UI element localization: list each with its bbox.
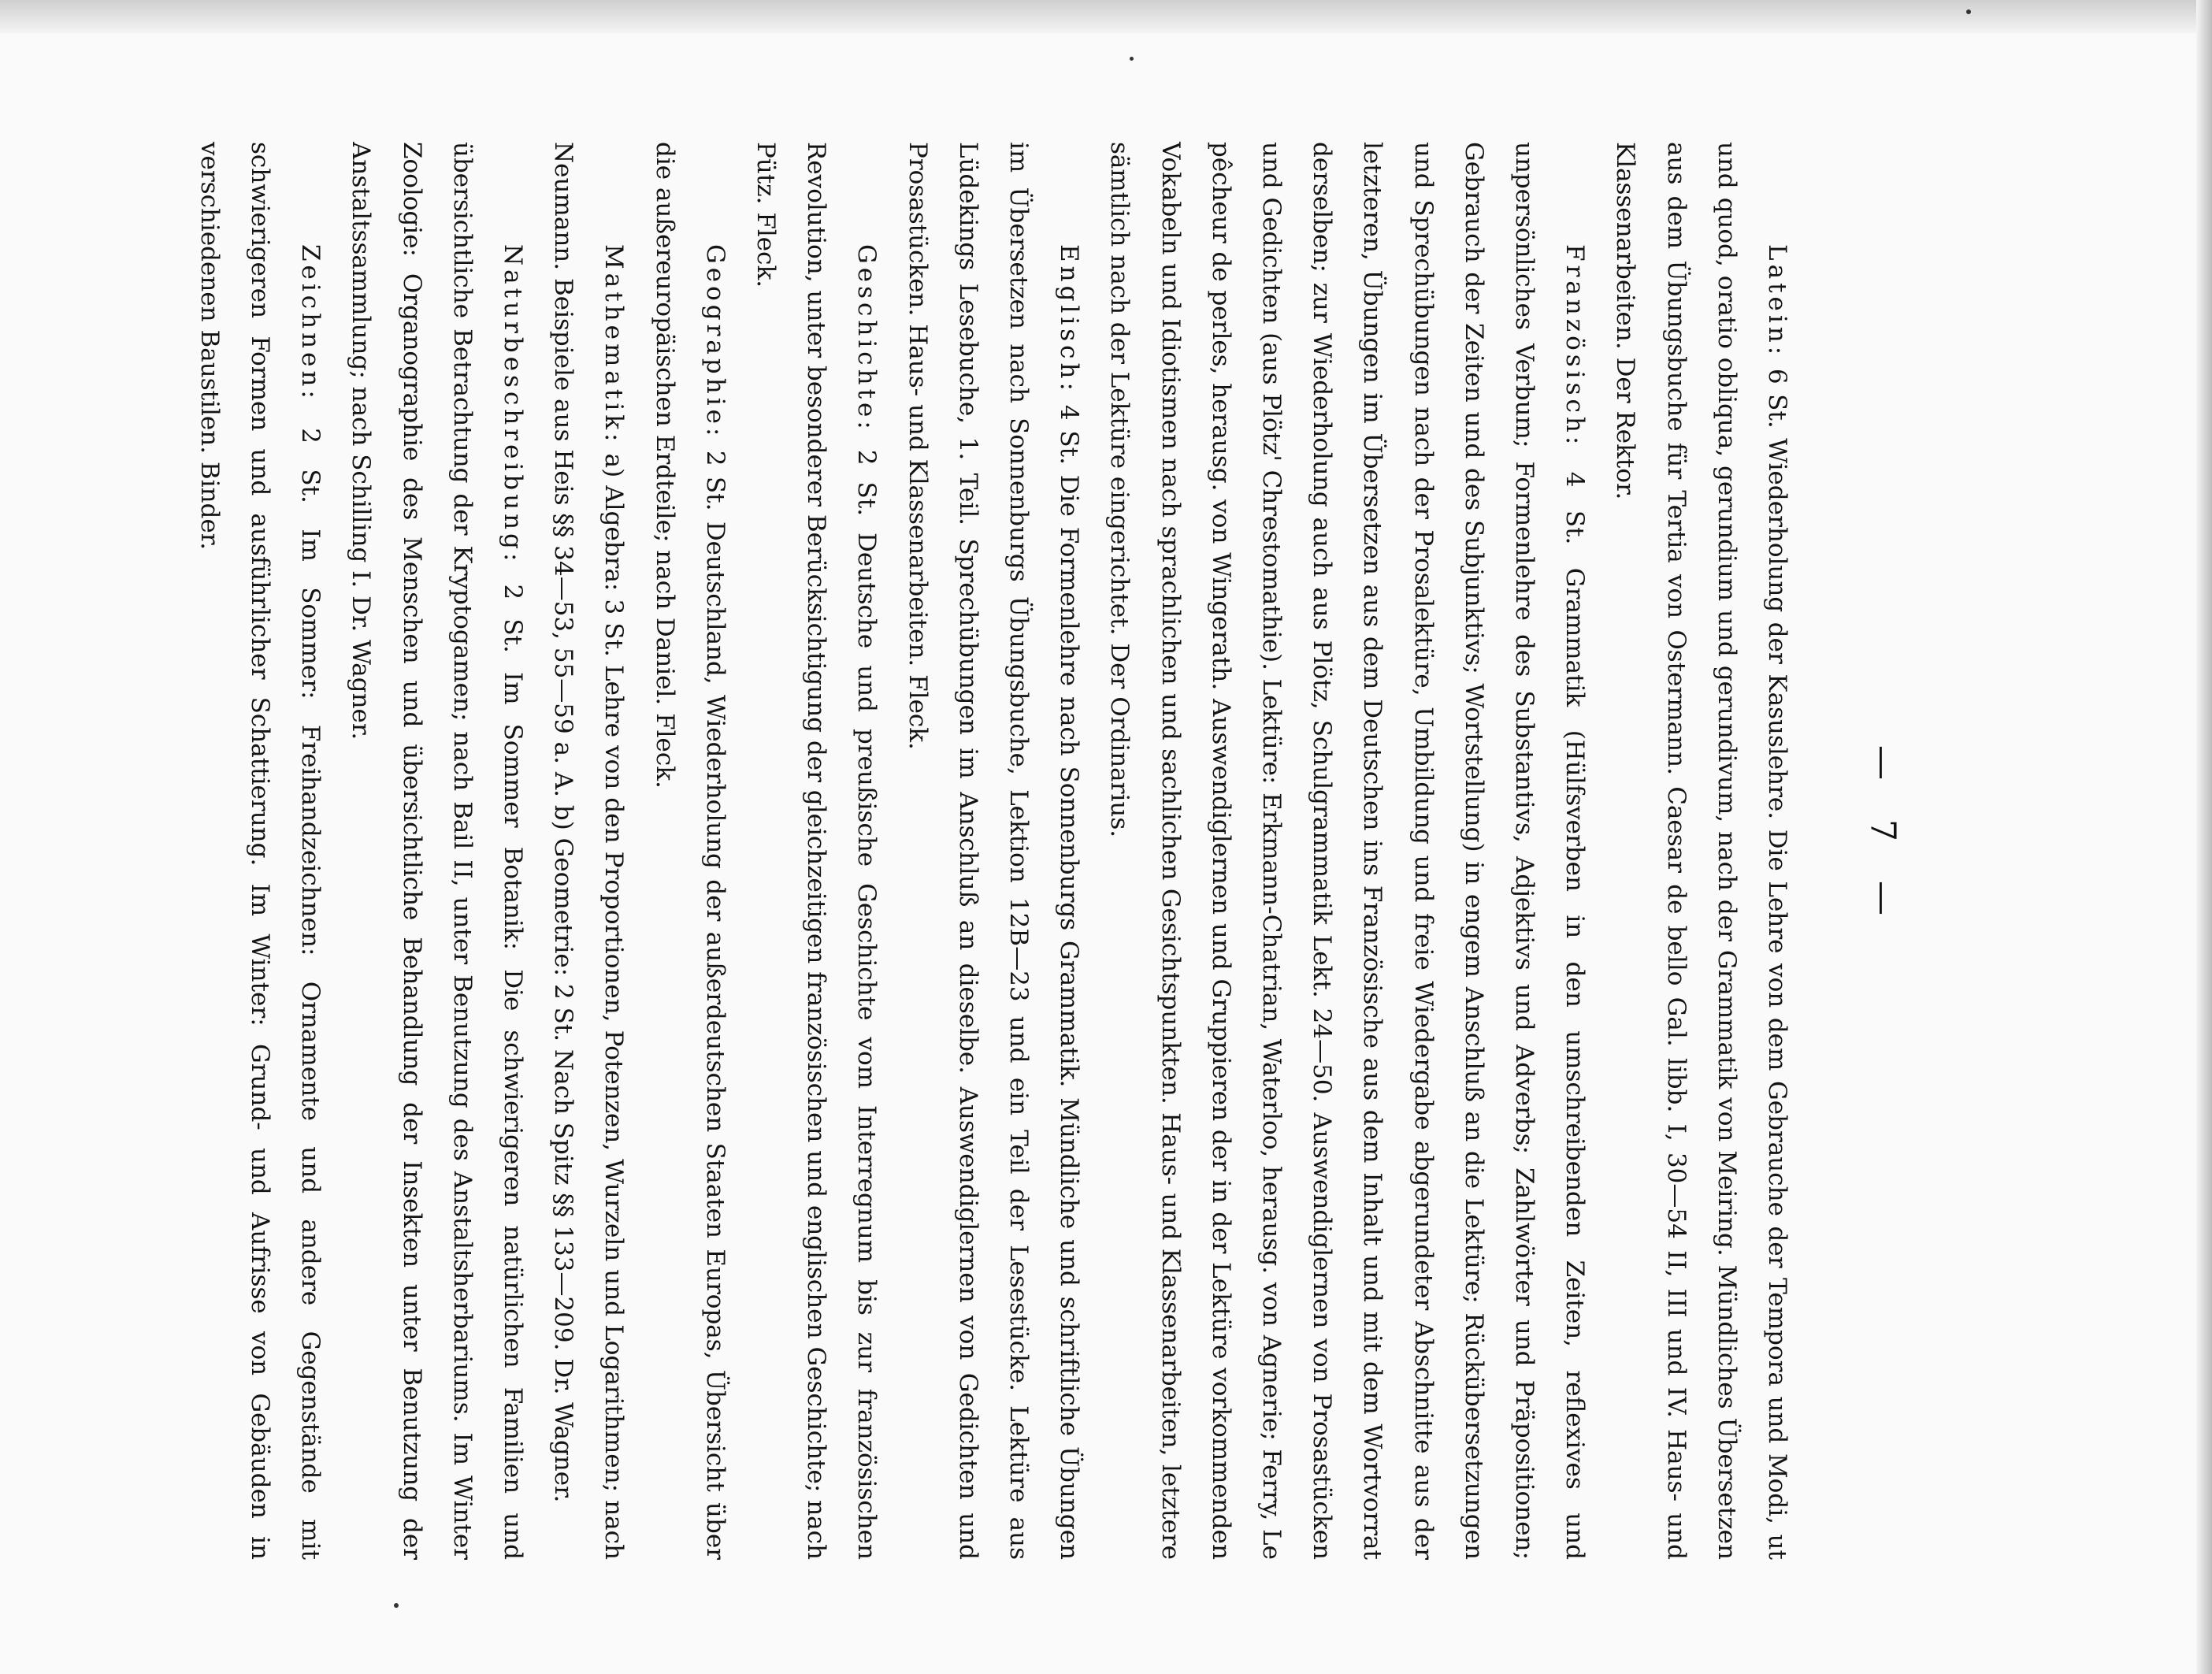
scan-top-edge	[0, 0, 2212, 33]
subject-label: Französisch:	[1561, 244, 1590, 449]
paragraph-geographie	[639, 142, 740, 1560]
subject-label: Naturbeschreibung:	[498, 244, 527, 566]
scan-speck	[1130, 57, 1134, 61]
subject-label: Latein:	[1763, 244, 1791, 359]
paragraph-text: 4 St. Grammatik (Hülfsverben in den umschreibenden Zeiten, reflexives und unpersönliches Verbum; Formenlehre des Substantivs, Adjektivs und Adverbs; Zahlwörter und Präpositionen; Gebrauch der Zeiten und des Subjunktivs; Wortstellung) in engem Anschluß an die Lektüre; Rückübersetzungen und Sprechübungen nach der Prosalektüre, Umbildung und freie Wiedergabe abgerundeter Abschnitte aus der letzteren, Übungen im Übersetzen aus dem Deutschen ins Französische aus dem Inhalt und mit dem Wortvorrat derselben; zur Wiederholung auch aus Plötz, Schulgrammatik Lekt. 24—50. Auswendiglernen von Prosastücken und Gedichten (aus Plötz' Chrestomathie). Lektüre: Erkmann-Chatrian, Waterloo, herausg. von Agnerie; Ferry, Le pêcheur de perles, herausg. von Wingerath. Auswendiglernen und Gruppieren der in der Lektüre vorkommenden Vokabeln und Idiotismen nach sprachlichen und sachlichen Gesichtspunkten. Haus- und Klassenarbeiten, letztere sämtlich nach der Lektüre eingerichtet. Der Ordinarius.	[1105, 142, 1590, 1560]
paragraph-mathematik	[538, 142, 639, 1560]
document-body	[195, 142, 1802, 1561]
paragraph-text: a) Algebra: 3 St. Lehre von den Proportionen, Potenzen, Wurzeln und Logarithmen; nach Neumann. Beispiele aus Heis §§ 34—53, 55—59 a. A. b) Geometrie: 2 St. Nach Spitz §§ 133—209. Dr. Wagner.	[549, 142, 629, 1560]
paragraph-text: 6 St. Wiederholung der Kasuslehre. Die Lehre von dem Gebrauche der Tempora und Modi, ut und quod, oratio obliqua, gerundium und gerundivum, nach der Grammatik von Meiring. Mündliches Übersetzen aus dem Übungsbuche für Tertia von Ostermann. Caesar de bello Gal. libb. I, 30—54 II, III und IV. Haus- und Klassenarbeiten. Der Rektor.	[1611, 142, 1791, 1560]
paragraph-text: 2 St. Deutschland, Wiederholung der außerdeutschen Staaten Europas, Übersicht über die außereuropäischen Erdteile; nach Daniel. Fleck.	[650, 142, 729, 1560]
paragraph-text: 2 St. Im Sommer Botanik: Die schwierigeren natürlichen Familien und übersichtliche Betrachtung der Kryptogamen; nach Bail II, unter Benutzung des Anstaltsherbariums. Im Winter Zoologie: Organographie des Menschen und übersichtliche Behandlung der Insekten unter Benutzung der Anstaltssammlung; nach Schilling I. Dr. Wagner.	[347, 142, 527, 1560]
paragraph-englisch	[892, 142, 1094, 1560]
scan-right-edge	[2196, 0, 2212, 1674]
scan-speck	[394, 1603, 399, 1608]
page-number: — 7 —	[1862, 745, 1903, 930]
subject-label: Englisch:	[1055, 244, 1084, 395]
paragraph-zeichnen	[184, 142, 336, 1560]
paragraph-text: 4 St. Die Formenlehre nach Sonnenburgs Grammatik. Mündliche und schriftliche Übungen im Übersetzen nach Sonnenburgs Übungsbuche, Lektion 12B—23 und ein Teil der Lesestücke. Lektüre aus Lüdekings Lesebuche, 1. Teil. Sprechübungen im Anschluß an dieselbe. Auswendiglernen von Gedichten und Prosastücken. Haus- und Klassenarbeiten. Fleck.	[903, 142, 1084, 1561]
paragraph-naturbeschreibung	[336, 142, 538, 1560]
subject-label: Geschichte:	[852, 244, 881, 433]
paragraph-text: 2 St. Im Sommer: Freihandzeichnen: Ornamente und andere Gegenstände mit schwierigeren Formen und ausführlicher Schattierung. Im Winter: Grund- und Aufrisse von Gebäuden in verschiedenen Baustilen. Binder.	[195, 142, 325, 1561]
subject-label: Mathematik:	[599, 244, 629, 446]
scan-speck	[1966, 9, 1971, 14]
paragraph-text: 2 St. Deutsche und preußische Geschichte vom Interregnum bis zur französischen Revolution, unter besonderer Berücksichtigung der gleichzeitigen französischen und englischen Geschichte; nach Pütz. Fleck.	[751, 142, 881, 1560]
paragraph-latein	[1600, 142, 1802, 1560]
subject-label: Geographie:	[700, 244, 729, 440]
paragraph-franzoesisch	[1094, 142, 1600, 1560]
paragraph-geschichte	[740, 142, 893, 1560]
subject-label: Zeichnen:	[296, 244, 325, 403]
